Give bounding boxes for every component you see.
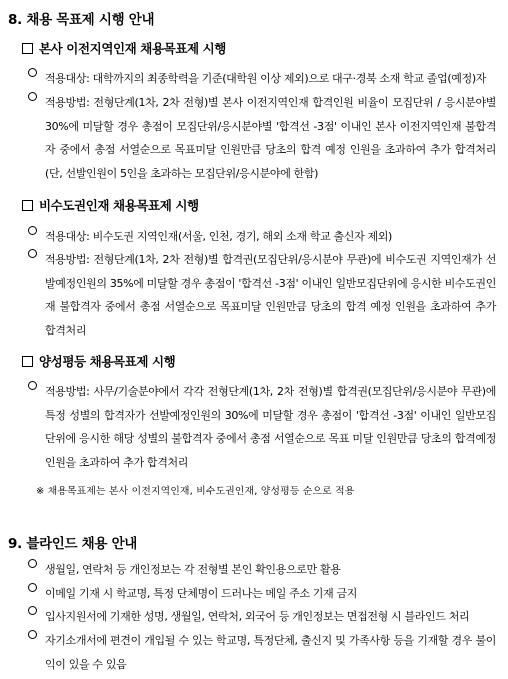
list-item	[28, 558, 496, 582]
list-item	[28, 629, 496, 676]
circle-bullet-icon	[28, 630, 37, 639]
subsection-non-capital-title	[22, 196, 199, 214]
circle-bullet-icon	[28, 583, 37, 592]
circle-bullet-icon	[28, 68, 37, 77]
list-item-text: 자기소개서에 편견이 개입될 수 있는 학교명, 특정단체, 출신지 및 가족사항 등을 기재할 경우 불이익이 있을 수 있음	[45, 634, 496, 671]
list-item-text: 적용방법: 전형단계(1차, 2차 전형)별 합격권(모집단위/응시분야 무관)에 비수도권 지역인재가 선발예정인원의 35%에 미달할 경우 총점이 '합격선 -3점' 이내인 일반모집단위에 응시한 비수도권인재 불합격자 중에서 총점 서열순으로 목표미달 인원만큼 당초의 합격 예정 인원을 초과하여 추가 합격처리	[45, 253, 496, 337]
list-item	[28, 380, 496, 474]
list-item	[28, 248, 496, 342]
subsection-non-capital-label: 비수도권인재 채용목표제 시행	[39, 198, 199, 213]
section-8-title: 8. 채용 목표제 시행 안내	[8, 12, 155, 28]
subsection-relocation-label: 본사 이전지역인재 채용목표제 시행	[39, 41, 226, 56]
list-item-text: 적용대상: 비수도권 지역인재(서울, 인천, 경기, 해외 소재 학교 출신자 제외)	[45, 230, 392, 243]
square-bullet-icon	[22, 43, 33, 54]
circle-bullet-icon	[28, 606, 37, 615]
footnote: ※ 채용목표제는 본사 이전지역인재, 비수도권인재, 양성평등 순으로 적용	[36, 486, 355, 497]
circle-bullet-icon	[28, 381, 37, 390]
list-item-text: 입사지원서에 기재한 성명, 생월일, 연락처, 외국어 등 개인정보는 면접전형 시 블라인드 처리	[45, 610, 470, 623]
list-item	[28, 91, 496, 185]
list-item	[28, 225, 496, 249]
section-9-title: 9. 블라인드 채용 안내	[8, 536, 138, 552]
square-bullet-icon	[22, 356, 33, 367]
subsection-relocation-title	[22, 39, 226, 57]
subsection-gender-title	[22, 352, 175, 370]
list-item	[28, 67, 496, 91]
circle-bullet-icon	[28, 92, 37, 101]
circle-bullet-icon	[28, 249, 37, 258]
list-item	[28, 582, 496, 606]
circle-bullet-icon	[28, 559, 37, 568]
list-item-text: 생월일, 연락처 등 개인정보는 각 전형별 본인 확인용으로만 활용	[45, 563, 341, 576]
circle-bullet-icon	[28, 226, 37, 235]
square-bullet-icon	[22, 200, 33, 211]
list-item-text: 적용방법: 전형단계(1차, 2차 전형)별 본사 이전지역인재 합격인원 비율이 모집단위 / 응시분야별 30%에 미달할 경우 총점이 모집단위/응시분야별 '합격선 -3점' 이내인 본사 이전지역인재 불합격자 중에서 총점 서열순으로 목표미달 인원만큼 당초의 합격 예정 인원을 초과하여 추가 합격처리(단, 선발인원이 5인을 초과하는 모집단위/응시분야에 한함)	[45, 96, 496, 180]
list-item-text: 적용대상: 대학까지의 최종학력을 기준(대학원 이상 제외)으로 대구·경북 소재 학교 졸업(예정)자	[45, 72, 487, 85]
list-item-text: 적용방법: 사무/기술분야에서 각각 전형단계(1차, 2차 전형)별 합격권(모집단위/응시분야 무관)에 특정 성별의 합격자가 선발예정인원의 30%에 미달할 경우 총점이 '합격선 -3점' 이내인 일반모집단위에 응시한 해당 성별의 불합격자 중에서 총점 서열순으로 목표 미달 인원만큼 당초의 합격예정 인원을 초과하여 추가 합격처리	[45, 385, 496, 469]
subsection-gender-label: 양성평등 채용목표제 시행	[39, 354, 176, 369]
list-item	[28, 605, 496, 629]
list-item-text: 이메일 기재 시 학교명, 특정 단체명이 드러나는 메일 주소 기재 금지	[45, 587, 358, 600]
